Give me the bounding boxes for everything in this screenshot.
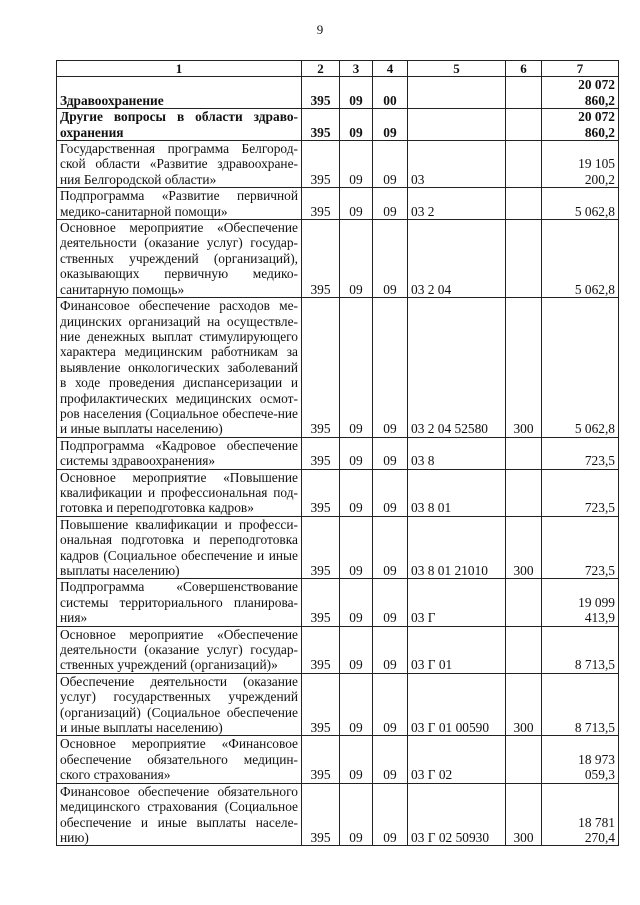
row-section: 09 [340, 437, 373, 469]
row-section: 09 [340, 673, 373, 736]
table-row [57, 298, 619, 438]
row-subsection: 09 [373, 783, 408, 846]
table-row [57, 736, 619, 783]
row-ministry: 395 [302, 141, 340, 188]
row-subsection: 09 [373, 516, 408, 579]
row-expense-type [506, 141, 542, 188]
row-expense-type [506, 626, 542, 673]
row-subsection: 00 [373, 77, 408, 109]
row-ministry: 395 [302, 220, 340, 298]
row-subsection: 09 [373, 188, 408, 220]
col-header-1: 1 [57, 61, 302, 77]
row-amount: 8 713,5 [542, 673, 619, 736]
row-name: Государственная программа Белгород-ской области «Развитие здравоохране-ния Белгородской области» [57, 141, 302, 188]
row-name: Повышение квалификации и професси-ональная подготовка и переподготовка кадров (Социальное обеспечение и иные выплаты населению) [57, 516, 302, 579]
row-section: 09 [340, 298, 373, 438]
row-section: 09 [340, 188, 373, 220]
row-amount: 5 062,8 [542, 188, 619, 220]
budget-table [56, 60, 619, 846]
row-subsection: 09 [373, 736, 408, 783]
row-expense-type: 300 [506, 298, 542, 438]
row-ministry: 395 [302, 736, 340, 783]
row-target-article: 03 2 04 [408, 220, 506, 298]
row-section: 09 [340, 626, 373, 673]
row-expense-type [506, 77, 542, 109]
row-amount: 20 072 860,2 [542, 109, 619, 141]
row-expense-type [506, 437, 542, 469]
table-row [57, 516, 619, 579]
row-target-article: 03 Г 01 [408, 626, 506, 673]
table-row [57, 220, 619, 298]
row-ministry: 395 [302, 77, 340, 109]
row-section: 09 [340, 109, 373, 141]
row-name: Финансовое обеспечение обязательного медицинского страхования (Социальное обеспечение и иные выплаты населе-нию) [57, 783, 302, 846]
row-expense-type [506, 188, 542, 220]
row-target-article: 03 Г 01 00590 [408, 673, 506, 736]
row-ministry: 395 [302, 298, 340, 438]
row-target-article: 03 8 01 [408, 469, 506, 516]
row-target-article: 03 [408, 141, 506, 188]
row-expense-type [506, 736, 542, 783]
row-target-article: 03 2 [408, 188, 506, 220]
row-target-article: 03 2 04 52580 [408, 298, 506, 438]
row-section: 09 [340, 736, 373, 783]
col-header-3: 3 [340, 61, 373, 77]
row-ministry: 395 [302, 783, 340, 846]
row-name: Другие вопросы в области здраво-охранения [57, 109, 302, 141]
row-ministry: 395 [302, 469, 340, 516]
row-subsection: 09 [373, 626, 408, 673]
row-subsection: 09 [373, 141, 408, 188]
col-header-7: 7 [542, 61, 619, 77]
row-target-article [408, 77, 506, 109]
row-expense-type [506, 579, 542, 626]
row-section: 09 [340, 469, 373, 516]
table-row [57, 626, 619, 673]
row-subsection: 09 [373, 673, 408, 736]
row-subsection: 09 [373, 437, 408, 469]
row-ministry: 395 [302, 579, 340, 626]
row-name: Основное мероприятие «Обеспечение деятельности (оказание услуг) государ-ственных учреждений (организаций), оказывающих первичную медико-санитарную помощь» [57, 220, 302, 298]
row-amount: 723,5 [542, 516, 619, 579]
row-section: 09 [340, 220, 373, 298]
row-name: Подпрограмма «Совершенствование системы территориального планирова-ния» [57, 579, 302, 626]
row-amount: 723,5 [542, 437, 619, 469]
table-row [57, 579, 619, 626]
row-amount: 18 973 059,3 [542, 736, 619, 783]
row-subsection: 09 [373, 579, 408, 626]
row-ministry: 395 [302, 516, 340, 579]
row-subsection: 09 [373, 109, 408, 141]
col-header-5: 5 [408, 61, 506, 77]
row-amount: 19 099 413,9 [542, 579, 619, 626]
row-subsection: 09 [373, 220, 408, 298]
header-row [57, 61, 619, 77]
row-amount: 5 062,8 [542, 298, 619, 438]
row-section: 09 [340, 141, 373, 188]
table-row [57, 77, 619, 109]
row-section: 09 [340, 77, 373, 109]
row-target-article: 03 Г 02 50930 [408, 783, 506, 846]
table-row [57, 469, 619, 516]
row-subsection: 09 [373, 469, 408, 516]
table-row [57, 783, 619, 846]
row-name: Подпрограмма «Кадровое обеспечение системы здравоохранения» [57, 437, 302, 469]
row-name: Обеспечение деятельности (оказание услуг) государственных учреждений (организаций) (Социальное обеспечение и иные выплаты населению) [57, 673, 302, 736]
row-section: 09 [340, 516, 373, 579]
row-name: Основное мероприятие «Финансовое обеспечение обязательного медицин-ского страхования» [57, 736, 302, 783]
table-row [57, 109, 619, 141]
row-expense-type: 300 [506, 673, 542, 736]
page-number: 9 [316, 22, 324, 37]
row-subsection: 09 [373, 298, 408, 438]
row-target-article: 03 8 01 21010 [408, 516, 506, 579]
row-section: 09 [340, 783, 373, 846]
row-target-article: 03 Г 02 [408, 736, 506, 783]
row-name: Подпрограмма «Развитие первичной медико-санитарной помощи» [57, 188, 302, 220]
row-expense-type [506, 220, 542, 298]
row-amount: 8 713,5 [542, 626, 619, 673]
row-name: Здравоохранение [57, 77, 302, 109]
row-expense-type: 300 [506, 516, 542, 579]
table-row [57, 673, 619, 736]
row-expense-type [506, 109, 542, 141]
row-ministry: 395 [302, 109, 340, 141]
row-amount: 19 105 200,2 [542, 141, 619, 188]
row-section: 09 [340, 579, 373, 626]
row-expense-type [506, 469, 542, 516]
row-target-article: 03 8 [408, 437, 506, 469]
col-header-6: 6 [506, 61, 542, 77]
row-amount: 5 062,8 [542, 220, 619, 298]
row-target-article [408, 109, 506, 141]
row-name: Финансовое обеспечение расходов ме-дицинских организаций на осуществле-ние денежных выплат стимулирующего характера медицинским работникам за выявление онкологических заболеваний в ходе проведения диспансеризации и профилактических медицинских осмот-ров населения (Социальное обеспече-ние и иные выплаты населению) [57, 298, 302, 438]
row-amount: 18 781 270,4 [542, 783, 619, 846]
row-name: Основное мероприятие «Повышение квалификации и профессиональная под-готовка и переподготовка кадров» [57, 469, 302, 516]
row-ministry: 395 [302, 188, 340, 220]
row-expense-type: 300 [506, 783, 542, 846]
table-row [57, 188, 619, 220]
col-header-2: 2 [302, 61, 340, 77]
row-amount: 723,5 [542, 469, 619, 516]
row-ministry: 395 [302, 437, 340, 469]
table-row [57, 437, 619, 469]
row-target-article: 03 Г [408, 579, 506, 626]
table-row [57, 141, 619, 188]
row-amount: 20 072 860,2 [542, 77, 619, 109]
row-ministry: 395 [302, 673, 340, 736]
row-name: Основное мероприятие «Обеспечение деятельности (оказание услуг) государ-ственных учреждений (организаций)» [57, 626, 302, 673]
col-header-4: 4 [373, 61, 408, 77]
row-ministry: 395 [302, 626, 340, 673]
